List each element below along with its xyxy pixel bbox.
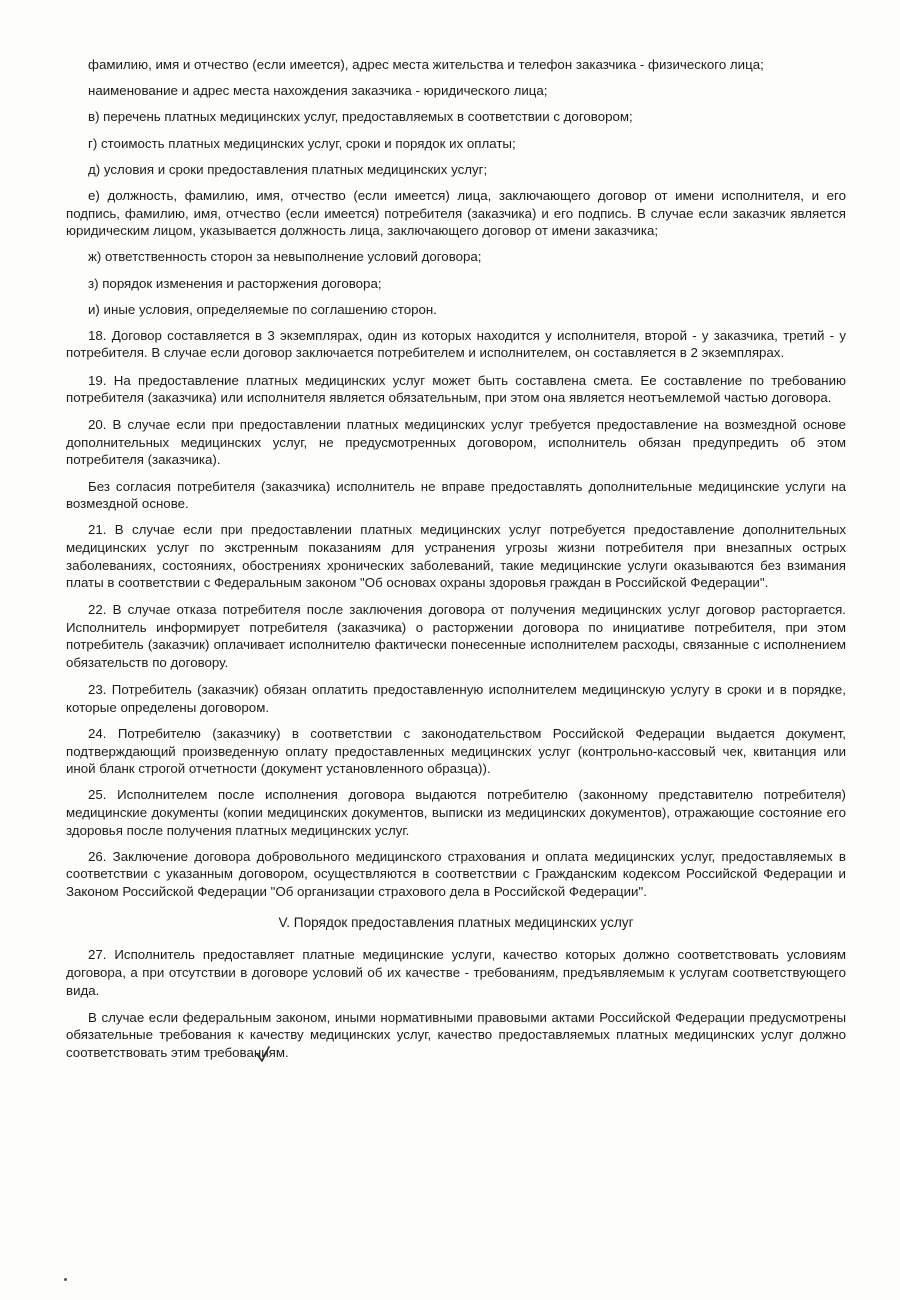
paragraph-item-d: д) условия и сроки предоставления платных медицинских услуг; [88,161,488,177]
paragraph-23: 23. Потребитель (заказчик) обязан оплатить предоставленную исполнителем медицинскую услугу в сроки и в порядке, которые определены договором. [66,682,846,715]
paragraph-22: 22. В случае отказа потребителя после заключения договора от получения медицинских услуг договор расторгается. Исполнитель информирует потребителя (заказчика) о расторжении договора по инициативе потребителя, при этом потребитель (заказчик) оплачивает исполнителю фактически понесенные исполнителем расходы, связанные с исполнением обязательств по договору. [66,602,846,671]
paragraph-27-quality: В случае если федеральным законом, иными нормативными правовыми актами Российской Федерации предусмотрены обязательные требования к качеству медицинских услуг, качество предоставляемых платных медицинских услуг должно соответствовать этим требованиям. [66,1009,846,1060]
paragraph-item-e: е) должность, фамилию, имя, отчество (если имеется) лица, заключающего договор от имени исполнителя, и его подпись, фамилию, имя, отчество (если имеется) потребителя (заказчика) и его подпись. В случае если заказчик является юридическим лицом, указывается должность лица, заключающего договор от имени заказчика; [66,187,846,239]
section-heading: V. Порядок предоставления платных медицинских услуг [278,915,634,931]
paragraph-item-z: з) порядок изменения и расторжения договора; [88,275,382,291]
paragraph-20: 20. В случае если при предоставлении платных медицинских услуг требуется предоставление на возмездной основе дополнительных медицинских услуг, не предусмотренных договором, исполнитель обязан предупредить об этом потребителя (заказчика). [66,417,846,468]
paragraph-contract-customer-individual: фамилию, имя и отчество (если имеется), адрес места жительства и телефон заказчика - физического лица; [88,57,764,72]
paragraph-25: 25. Исполнителем после исполнения договора выдаются потребителю (законному представителю потребителя) медицинские документы (копии медицинских документов, выписки из медицинских документов), отражающие состояние его здоровья после получения платных медицинских услуг. [66,787,846,838]
paragraph-27: 27. Исполнитель предоставляет платные медицинские услуги, качество которых должно соответствовать условиям договора, а при отсутствии в договоре условий об их качестве - требованиям, предъявляемым к услугам соответствующего вида. [66,947,846,998]
paragraph-24: 24. Потребителю (заказчику) в соответствии с законодательством Российской Федерации выдается документ, подтверждающий произведенную оплату предоставленных медицинских услуг (контрольно-кассовый чек, квитанция или иной бланк строгой отчетности (документ установленного образца)). [66,725,846,777]
paragraph-contract-customer-legal: наименование и адрес места нахождения заказчика - юридического лица; [88,83,548,99]
paragraph-item-g: г) стоимость платных медицинских услуг, сроки и порядок их оплаты; [88,135,516,151]
paragraph-19: 19. На предоставление платных медицинских услуг может быть составлена смета. Ее составление по требованию потребителя (заказчика) или исполнителя является обязательным, при этом она является неотъемлемой частью договора. [66,372,846,406]
paragraph-21: 21. В случае если при предоставлении платных медицинских услуг потребуется предоставление дополнительных медицинских услуг по экстренным показаниям для устранения угрозы жизни потребителя при внезапных острых заболеваниях, состояниях, обострениях хронических заболеваний, такие медицинские услуги оказываются без взимания платы в соответствии с Федеральным законом "Об основах охраны здоровья граждан в Российской Федерации". [66,522,846,591]
scan-speck [64,1278,67,1281]
paragraph-20-consent: Без согласия потребителя (заказчика) исполнитель не вправе предоставлять дополнительные медицинские услуги на возмездной основе. [66,478,846,512]
paragraph-item-zh: ж) ответственность сторон за невыполнение условий договора; [88,249,482,265]
paragraph-26: 26. Заключение договора добровольного медицинского страхования и оплата медицинских услуг, предоставляемых в соответствии с указанным договором, осуществляются в соответствии с Гражданским кодексом Российской Федерации и Законом Российской Федерации "Об организации страхового дела в Российской Федерации". [66,848,846,899]
handwritten-check-mark [256,1046,270,1064]
document-body [66,56,846,1070]
paragraph-item-v: в) перечень платных медицинских услуг, предоставляемых в соответствии с договором; [88,109,633,125]
paragraph-item-i: и) иные условия, определяемые по соглашению сторон. [88,301,437,317]
paragraph-18: 18. Договор составляется в 3 экземплярах, один из которых находится у исполнителя, второй - у заказчика, третий - у потребителя. В случае если договор заключается потребителем и исполнителем, он составляется в 2 экземплярах. [66,327,846,361]
